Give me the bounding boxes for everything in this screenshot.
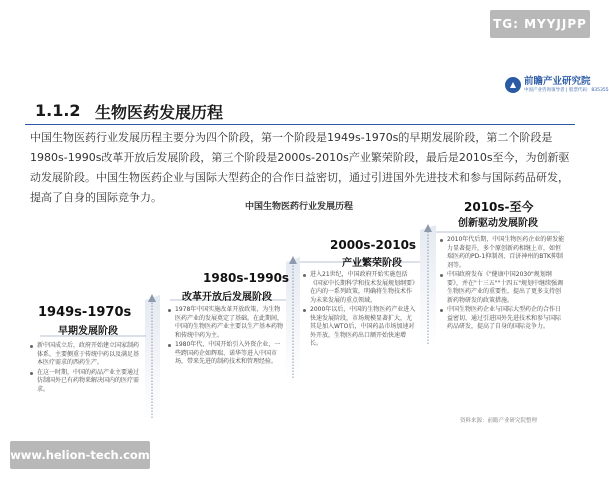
stage-4-name: 创新驱动发展阶段 <box>458 218 538 229</box>
stage-2-bullets <box>168 306 286 368</box>
page-title: 生物医药发展历程 <box>95 103 224 122</box>
telegram-watermark: TG: MYYJJPP <box>490 10 590 38</box>
section-number: 1.1.2 <box>35 101 81 120</box>
stage-2-name: 改革开放后发展阶段 <box>182 292 272 303</box>
stage-3-bullet: 进入21世纪，中国政府开始实施包括《国家中长期科学和技术发展规划纲要》在内的一系列政策，明确将生物技术作为未来发展的重点领域。 <box>303 271 417 305</box>
stage-4-bullets <box>440 236 565 333</box>
website-watermark: www.helion-tech.com <box>10 441 150 469</box>
stage-1-name: 早期发展阶段 <box>58 326 118 337</box>
logo-tagline: 中国产业咨询领导者 | 股票代码：835355 <box>524 87 609 93</box>
step-3-riser <box>420 225 436 345</box>
stage-3-years: 2000s-2010s <box>330 238 417 252</box>
intro-paragraph: 中国生物医药行业发展历程主要分为四个阶段，第一个阶段是1949s-1970s的早期发展阶段，第二个阶段是1980s-1990s改革开放后发展阶段，第三个阶段是2000s-2010s产业繁荣阶段，最后是2010s至今，为创新驱动发展阶段。中国生物医药企业与国际大型药企的合作日益密切，通过引进国外先进技术和参与国际药品研发，提高了自身的国际竞争力。 <box>30 131 570 204</box>
stage-1-bullet: 在这一时期，中国的药品产业主要通过仿制国外已有药物来解决国内的医疗需求。 <box>30 369 140 395</box>
stage-3-bullets <box>303 271 417 350</box>
diagram-title: 中国生物医药行业发展历程 <box>245 202 354 212</box>
source-note: 资料来源：前瞻产业研究院整理 <box>460 418 538 424</box>
stage-2-years: 1980s-1990s <box>203 271 290 285</box>
stage-1-bullets <box>30 342 140 395</box>
stage-4-bullet: 2010年代后期，中国生物医药企业的研发能力显著提升，多个原创新药相继上市，如恒瑞医药的PD-1抑制剂、百济神州的BTK抑制剂等。 <box>440 236 565 270</box>
logo-name: 前瞻产业研究院 <box>524 76 591 87</box>
stage-3-bullet: 2000年以后，中国的生物医药产业进入快速发展阶段，市场规模显著扩大，尤其是加入WTO后，中国药品市场加速对外开放，生物医药出口额开始快速增长。 <box>303 306 417 349</box>
stage-2-bullet: 1978年中国实施改革开放政策，为生物医药产业的发展奠定了基础。在此期间，中国的生物医药产业主要以生产基本药物和传统中药为主。 <box>168 306 286 340</box>
stage-4-bullet: 中国生物医药企业与国际大型药企的合作日益密切，通过引进国外先进技术和参与国际药品研发，提高了自身的国际竞争力。 <box>440 306 565 332</box>
stage-1-years: 1949s-1970s <box>38 305 132 320</box>
stage-1-bullet: 新中国成立后，政府开始建立国家制药体系，主要侧重于传统中药以及满足基本医疗需求的西药生产。 <box>30 342 140 368</box>
stage-4-bullet: 中国政府发布《"健康中国2030"规划纲要》，并在"十三五""十四五"规划中继续强调生物医药产业的重要性，提出了更多支持创新药物研发的政策措施。 <box>440 271 565 305</box>
stage-4-years: 2010s-至今 <box>464 200 534 214</box>
stage-3-name: 产业繁荣阶段 <box>342 258 402 269</box>
stage-2-bullet: 1980年代，中国开始引入外资企业，一些跨国药企如辉瑞、诺华等进入中国市场，带来先进的制药技术和管理经验。 <box>168 341 286 367</box>
